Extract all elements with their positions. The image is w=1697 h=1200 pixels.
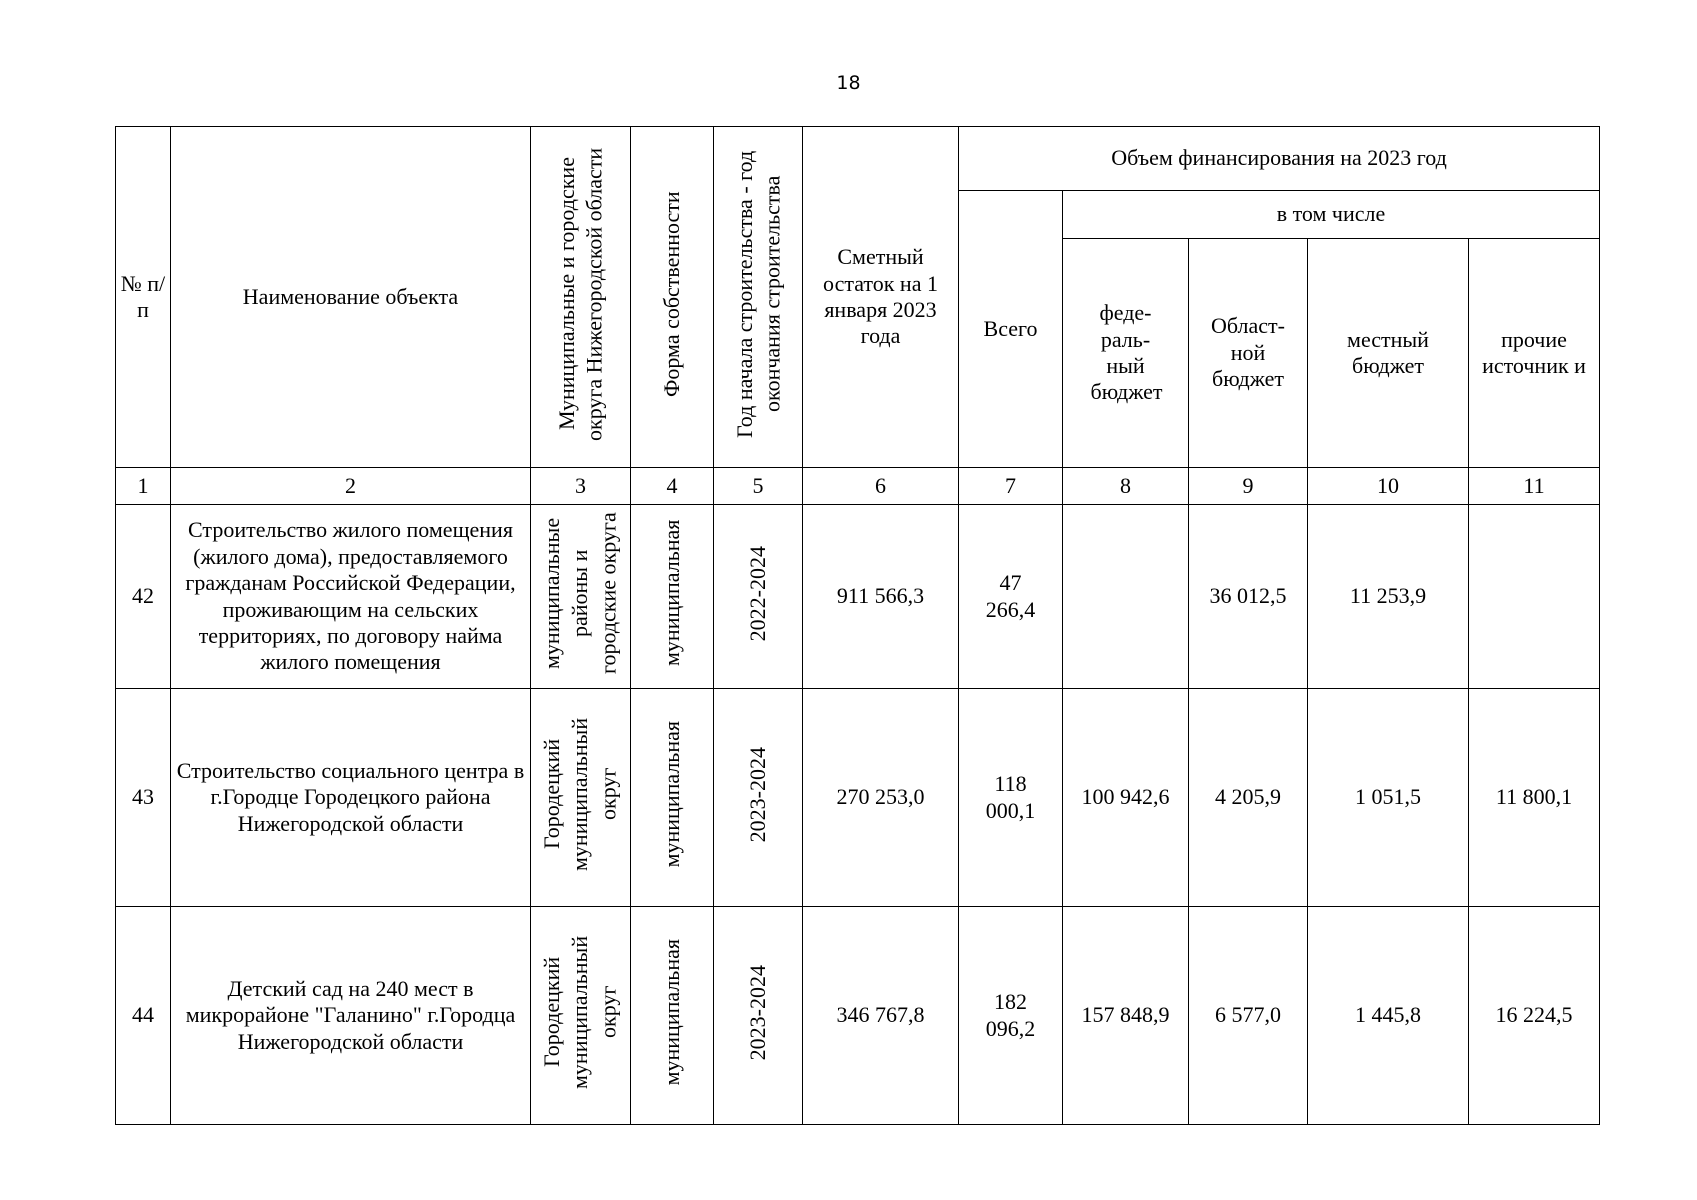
row-local: 11 253,9 — [1308, 505, 1469, 689]
row-total: 182 096,2 — [959, 907, 1063, 1125]
row-regional: 36 012,5 — [1189, 505, 1308, 689]
column-number: 5 — [714, 468, 803, 505]
header-including: в том числе — [1063, 191, 1600, 239]
table-row — [116, 689, 1600, 907]
header-name: Наименование объекта — [171, 127, 531, 468]
financing-table — [115, 126, 1600, 1125]
header-num: № п/п — [116, 127, 171, 468]
column-number: 3 — [531, 468, 631, 505]
row-estimate: 911 566,3 — [803, 505, 959, 689]
header-estimate: Сметный остаток на 1 января 2023 года — [803, 127, 959, 468]
row-ownership: муниципальная — [631, 689, 714, 907]
row-other: 11 800,1 — [1469, 689, 1600, 907]
row-num: 43 — [116, 689, 171, 907]
header-regional: Област-ной бюджет — [1189, 239, 1308, 468]
header-ownership: Форма собственности — [631, 127, 714, 468]
header-municipal: Муниципальные и городские округа Нижегородской области — [531, 127, 631, 468]
row-estimate: 270 253,0 — [803, 689, 959, 907]
row-name: Строительство социального центра в г.Городце Городецкого района Нижегородской области — [171, 689, 531, 907]
row-num: 44 — [116, 907, 171, 1125]
row-other — [1469, 505, 1600, 689]
row-num: 42 — [116, 505, 171, 689]
row-federal: 157 848,9 — [1063, 907, 1189, 1125]
header-other: прочие источник и — [1469, 239, 1600, 468]
header-federal: феде-раль-ный бюджет — [1063, 239, 1189, 468]
header-local: местный бюджет — [1308, 239, 1469, 468]
row-name: Строительство жилого помещения (жилого дома), предоставляемого гражданам Российской Федерации, проживающим на сельских территориях, по договору найма жилого помещения — [171, 505, 531, 689]
row-years: 2023-2024 — [714, 907, 803, 1125]
row-municipal: Городецкий муниципальный округ — [531, 907, 631, 1125]
row-total: 118 000,1 — [959, 689, 1063, 907]
header-funding-group: Объем финансирования на 2023 год — [959, 127, 1600, 191]
row-estimate: 346 767,8 — [803, 907, 959, 1125]
column-number: 8 — [1063, 468, 1189, 505]
row-regional: 6 577,0 — [1189, 907, 1308, 1125]
row-name: Детский сад на 240 мест в микрорайоне "Галанино" г.Городца Нижегородской области — [171, 907, 531, 1125]
page-number: 18 — [836, 72, 861, 94]
row-other: 16 224,5 — [1469, 907, 1600, 1125]
column-number: 1 — [116, 468, 171, 505]
column-number: 6 — [803, 468, 959, 505]
row-years: 2023-2024 — [714, 689, 803, 907]
column-number: 11 — [1469, 468, 1600, 505]
row-federal: 100 942,6 — [1063, 689, 1189, 907]
column-numbers-row — [116, 468, 1600, 505]
row-years: 2022-2024 — [714, 505, 803, 689]
row-regional: 4 205,9 — [1189, 689, 1308, 907]
row-local: 1 445,8 — [1308, 907, 1469, 1125]
row-municipal: муниципальные районы и городские округа — [531, 505, 631, 689]
row-ownership: муниципальная — [631, 907, 714, 1125]
row-federal — [1063, 505, 1189, 689]
row-municipal: Городецкий муниципальный округ — [531, 689, 631, 907]
header-total: Всего — [959, 191, 1063, 468]
table-row — [116, 505, 1600, 689]
row-total: 47 266,4 — [959, 505, 1063, 689]
column-number: 10 — [1308, 468, 1469, 505]
header-years: Год начала строительства - год окончания строительства — [714, 127, 803, 468]
column-number: 9 — [1189, 468, 1308, 505]
row-local: 1 051,5 — [1308, 689, 1469, 907]
column-number: 2 — [171, 468, 531, 505]
column-number: 7 — [959, 468, 1063, 505]
column-number: 4 — [631, 468, 714, 505]
row-ownership: муниципальная — [631, 505, 714, 689]
table-row — [116, 907, 1600, 1125]
